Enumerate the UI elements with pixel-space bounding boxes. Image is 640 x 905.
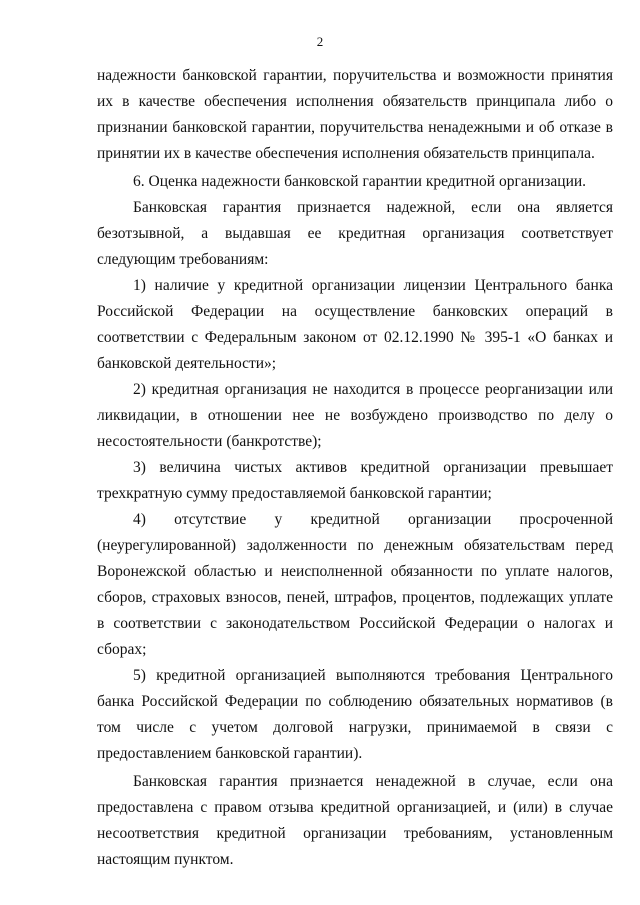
page-number: 2: [316, 34, 324, 49]
paragraph-guarantee-unreliable: Банковская гарантия признается ненадежной в случае, если она предоставлена с правом отзыва кредитной организацией, и (или) в случае несоответствия кредитной организации требованиям, установленным настоящим пунктом.: [97, 773, 613, 868]
section-heading: 6. Оценка надежности банковской гарантии кредитной организации.: [133, 173, 587, 190]
document-body: [97, 63, 613, 873]
requirement-item-5: 5) кредитной организацией выполняются требования Центрального банка Российской Федерации по соблюдению обязательных нормативов (в том числе с учетом долговой нагрузки, принимаемой в связи с предоставлением банковской гарантии).: [97, 667, 613, 762]
requirement-item-1: 1) наличие у кредитной организации лицензии Центрального банка Российской Федерации на осуществление банковских операций в соответствии с Федеральным законом от 02.12.1990 № 395-1 «О банках и банковской деятельности»;: [97, 277, 613, 372]
requirement-item-2: 2) кредитная организация не находится в процессе реорганизации или ликвидации, в отношении нее не возбуждено производство по делу о несостоятельности (банкротстве);: [97, 381, 613, 450]
paragraph-guarantee-reliable: Банковская гарантия признается надежной, если она является безотзывной, а выдавшая ее кредитная организация соответствует следующим требованиям:: [97, 199, 613, 268]
paragraph-continuation: надежности банковской гарантии, поручительства и возможности принятия их в качестве обеспечения исполнения обязательств принципала либо о признании банковской гарантии, поручительства ненадежными и об отказе в принятии их в качестве обеспечения исполнения обязательств принципала.: [97, 67, 613, 162]
requirement-item-4: 4) отсутствие у кредитной организации просроченной (неурегулированной) задолженности по денежным обязательствам перед Воронежской областью и неисполненной обязанности по уплате налогов, сборов, страховых взносов, пеней, штрафов, процентов, подлежащих уплате в соответствии с законодательством Российской Федерации о налогах и сборах;: [97, 511, 613, 658]
requirement-item-3: 3) величина чистых активов кредитной организации превышает трехкратную сумму предоставляемой банковской гарантии;: [97, 459, 613, 502]
